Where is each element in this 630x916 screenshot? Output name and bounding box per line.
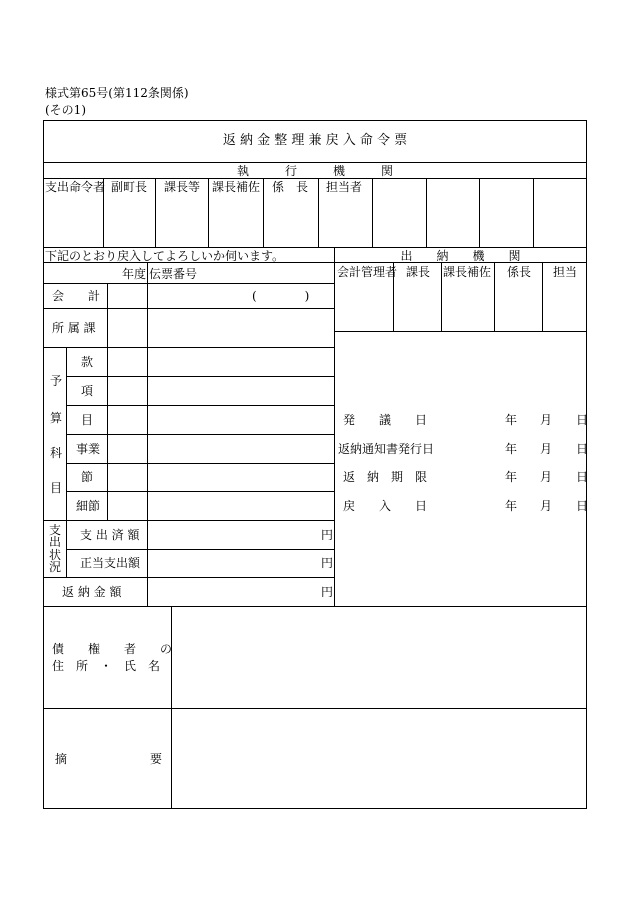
role-cashier-subchief: 係長: [507, 265, 532, 279]
divider: [43, 283, 334, 284]
date-label: 返 納 期 限: [343, 470, 428, 484]
divider: [43, 577, 334, 578]
divider: [334, 247, 335, 606]
divider: [533, 178, 534, 247]
role-expense-commander: 支出命令者: [45, 180, 106, 194]
budget-item-saisetsu: 細節: [76, 499, 101, 513]
date-label: 戻 入 日: [343, 499, 428, 513]
role-cashier-staff: 担当: [553, 265, 578, 279]
date-label: 発 議 日: [343, 413, 428, 427]
divider: [66, 549, 334, 550]
divider: [43, 247, 587, 248]
divider: [171, 606, 172, 809]
divider: [43, 347, 334, 348]
form-title: 返 納 金 整 理 兼 戻 入 命 令 票: [222, 133, 408, 148]
divider: [208, 178, 209, 247]
budget-char: 目: [50, 481, 63, 495]
role-person-in-charge: 担当者: [326, 180, 363, 194]
budget-item-setsu: 節: [81, 470, 94, 484]
budget-char: 算: [50, 411, 63, 425]
expense-status-char: 状: [49, 548, 62, 562]
divider: [43, 308, 334, 309]
creditor-label-line2: 住 所 ・ 氏 名: [52, 659, 161, 673]
voucher-number-label: 伝票番号: [149, 267, 198, 281]
return-amount-label: 返 納 金 額: [62, 585, 122, 599]
budget-item-project: 事業: [76, 442, 101, 456]
department-label: 所 属 課: [52, 321, 96, 335]
role-section-chief: 課長等: [164, 180, 201, 194]
cashier-org-heading: 出 納 機 関: [400, 249, 521, 263]
divider: [43, 708, 587, 709]
account-label: 会 計: [52, 289, 101, 303]
divider: [147, 262, 148, 606]
year-label: 年度: [122, 267, 147, 281]
date-year: 年: [505, 413, 518, 427]
divider: [494, 262, 495, 331]
account-paren: ( ): [252, 289, 310, 303]
form-border: [43, 120, 587, 809]
role-cashier-chief: 課長: [406, 265, 431, 279]
yen-unit: 円: [321, 556, 334, 570]
divider: [426, 178, 427, 247]
date-month: 月: [540, 499, 553, 513]
date-year: 年: [505, 470, 518, 484]
summary-label-left: 摘: [55, 752, 68, 766]
role-assistant-chief: 課長補佐: [212, 180, 261, 194]
budget-char: 科: [50, 446, 63, 460]
role-subsection-chief: 係 長: [272, 180, 309, 194]
divider: [318, 178, 319, 247]
expense-status-char: 況: [49, 560, 62, 574]
divider: [479, 178, 480, 247]
role-cashier-assistant: 課長補佐: [443, 265, 492, 279]
divider: [66, 347, 67, 577]
divider: [334, 331, 587, 332]
date-month: 月: [540, 413, 553, 427]
date-day: 日: [576, 470, 589, 484]
divider: [542, 262, 543, 331]
divider: [43, 520, 334, 521]
yen-unit: 円: [321, 585, 334, 599]
proper-amount-label: 正当支出額: [80, 556, 141, 570]
divider: [43, 162, 587, 163]
budget-item-moku: 目: [81, 413, 94, 427]
divider: [372, 178, 373, 247]
date-day: 日: [576, 499, 589, 513]
request-text: 下記のとおり戻入してよろしいか伺います。: [45, 249, 285, 263]
form-number: 様式第65号(第112条関係): [45, 86, 189, 100]
budget-char: 予: [50, 374, 63, 388]
divider: [43, 606, 587, 607]
yen-unit: 円: [321, 528, 334, 542]
budget-item-kou: 項: [81, 384, 94, 398]
expense-status-char: 支: [49, 523, 62, 537]
budget-item-kan: 款: [81, 355, 94, 369]
date-month: 月: [540, 442, 553, 456]
date-year: 年: [505, 442, 518, 456]
summary-label-right: 要: [150, 752, 163, 766]
date-label: 返納通知書発行日: [338, 442, 435, 456]
date-day: 日: [576, 413, 589, 427]
role-accounting-manager: 会計管理者: [337, 265, 398, 279]
divider: [441, 262, 442, 331]
date-month: 月: [540, 470, 553, 484]
form-part: (その1): [45, 103, 86, 117]
divider: [155, 178, 156, 247]
expense-status-char: 出: [49, 535, 62, 549]
divider: [43, 178, 587, 179]
role-deputy-mayor: 副町長: [111, 180, 148, 194]
divider: [263, 178, 264, 247]
creditor-label-line1: 債 権 者 の: [52, 642, 173, 656]
date-year: 年: [505, 499, 518, 513]
divider: [107, 283, 108, 520]
executing-org-heading: 執 行 機 関: [236, 164, 393, 178]
date-day: 日: [576, 442, 589, 456]
paid-amount-label: 支 出 済 額: [80, 528, 140, 542]
